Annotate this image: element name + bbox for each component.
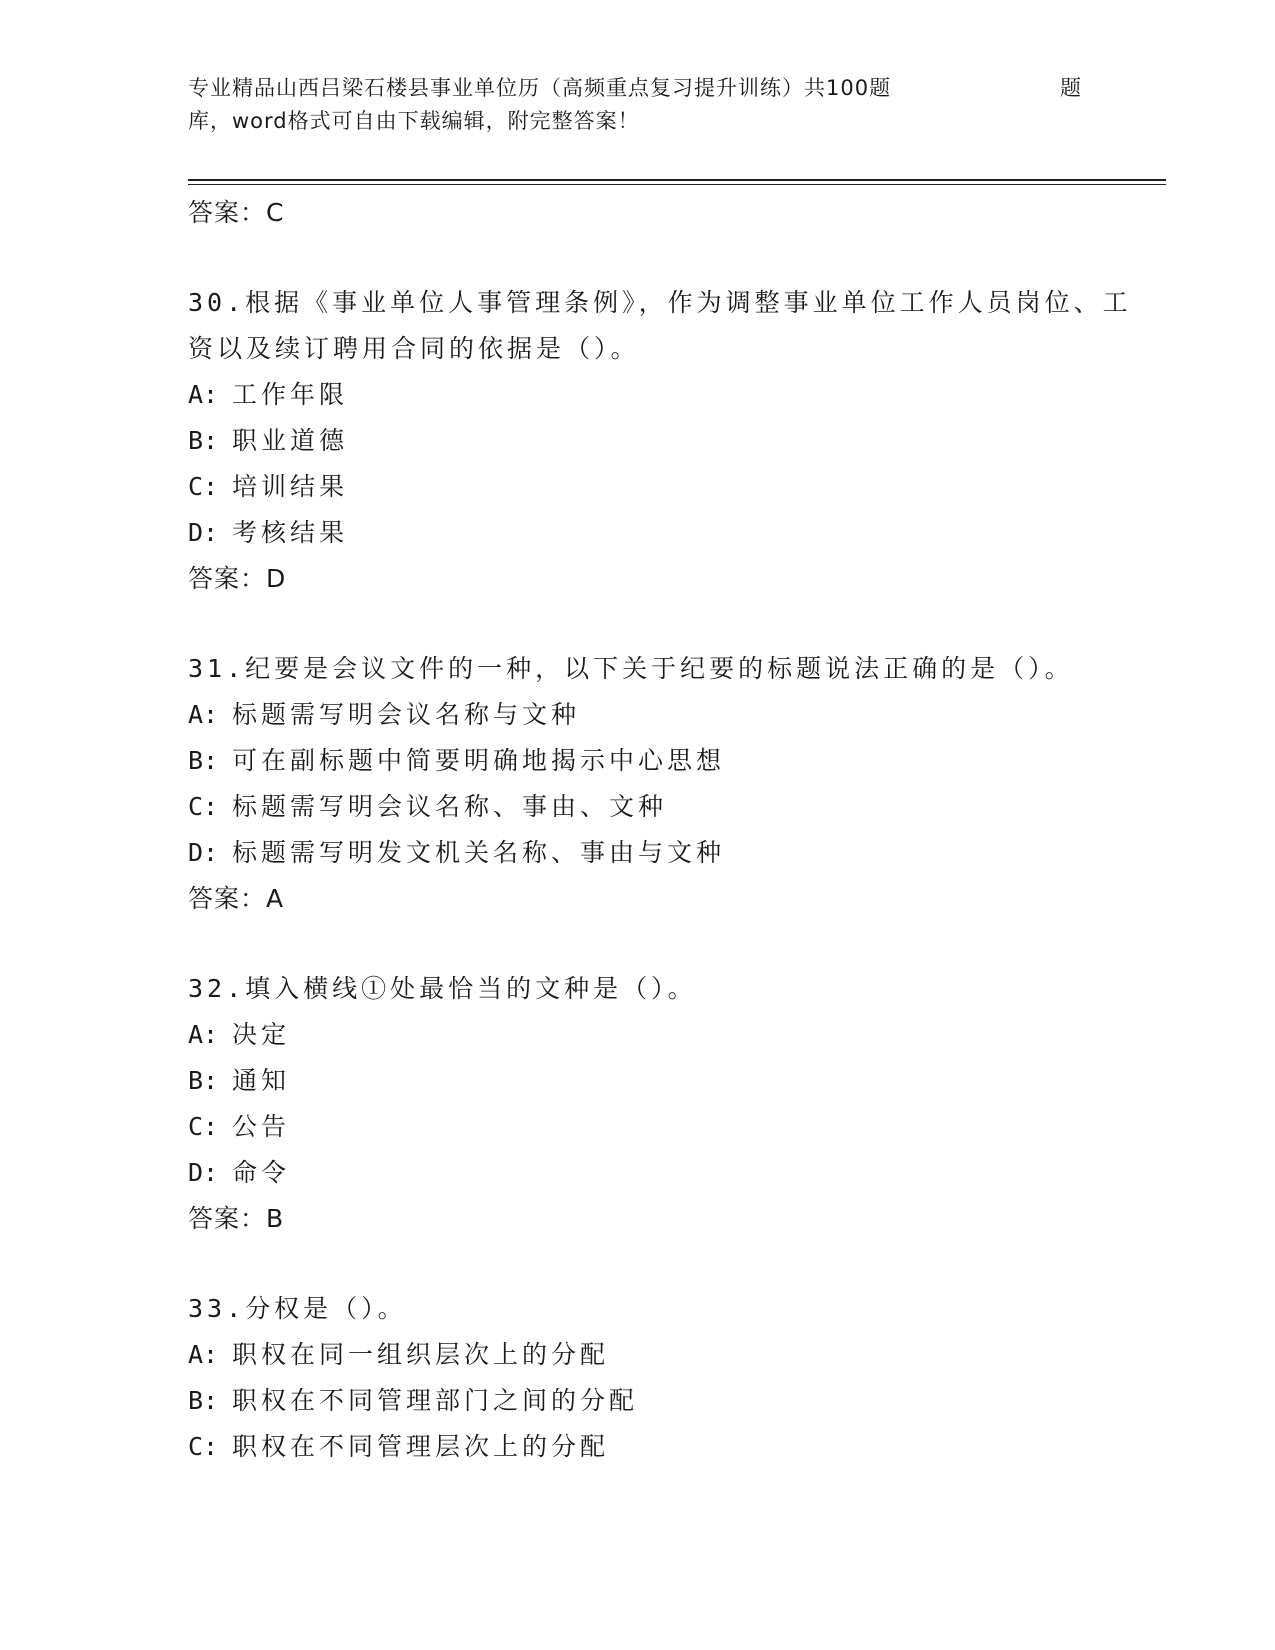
option-letter: A: [188,1340,219,1369]
option-c [188,464,1148,510]
option-d [188,1150,1148,1196]
option-text: 公告 [232,1112,291,1141]
page-header [188,72,1098,138]
option-a [188,372,1148,418]
option-b [188,1378,1148,1424]
question-stem: 30.根据《事业单位人事管理条例》，作为调整事业单位工作人员岗位、工资以及续订聘用合同的依据是（）。 [188,288,1132,363]
option-text: 命令 [232,1158,291,1187]
option-letter: B: [188,746,219,775]
option-text: 标题需写明会议名称、事由、文种 [232,792,668,821]
answer-line: 答案：A [188,884,285,913]
option-letter: B: [188,1386,219,1415]
question-list [188,190,1148,1470]
option-letter: C: [188,1432,219,1461]
header-line-1 [188,72,1098,105]
option-letter: D: [188,518,219,547]
header-rule-thick [188,179,1166,181]
option-letter: A: [188,700,219,729]
question-block [188,646,1148,922]
option-a [188,692,1148,738]
option-b [188,418,1148,464]
spacer [188,236,1148,280]
option-text: 考核结果 [232,518,349,547]
option-letter: D: [188,838,219,867]
spacer [188,602,1148,646]
option-text: 工作年限 [232,380,349,409]
option-letter: A: [188,1020,219,1049]
option-text: 职权在不同管理部门之间的分配 [232,1386,639,1415]
option-letter: B: [188,1066,219,1095]
answer-line: 答案：C [188,198,285,227]
option-text: 标题需写明发文机关名称、事由与文种 [232,838,726,867]
option-text: 培训结果 [232,472,349,501]
option-text: 可在副标题中简要明确地揭示中心思想 [232,746,726,775]
option-b [188,738,1148,784]
question-stem: 32.填入横线①处最恰当的文种是（）。 [188,974,697,1003]
question-block [188,966,1148,1242]
option-letter: C: [188,792,219,821]
option-text: 决定 [232,1020,291,1049]
question-stem: 31.纪要是会议文件的一种，以下关于纪要的标题说法正确的是（）。 [188,654,1074,683]
option-a [188,1012,1148,1058]
option-d [188,830,1148,876]
option-d [188,510,1148,556]
option-letter: D: [188,1158,219,1187]
spacer [188,922,1148,966]
question-block [188,1286,1148,1470]
answer-line: 答案：D [188,564,287,593]
spacer [188,1242,1148,1286]
option-letter: A: [188,380,219,409]
option-c [188,784,1148,830]
header-title-tail: 题 [1060,76,1082,100]
option-c [188,1424,1148,1470]
option-text: 通知 [232,1066,291,1095]
option-letter: B: [188,426,219,455]
option-letter: C: [188,472,219,501]
question-block [188,280,1148,602]
option-b [188,1058,1148,1104]
header-rule-thin [188,184,1166,185]
option-a [188,1332,1148,1378]
option-text: 职权在不同管理层次上的分配 [232,1432,610,1461]
question-stem: 33.分权是（）。 [188,1294,407,1323]
option-text: 标题需写明会议名称与文种 [232,700,581,729]
option-text: 职权在同一组织层次上的分配 [232,1340,610,1369]
option-c [188,1104,1148,1150]
option-letter: C: [188,1112,219,1141]
answer-line: 答案：B [188,1204,285,1233]
header-title: 专业精品山西吕梁石楼县事业单位历（高频重点复习提升训练）共100题 [188,76,892,100]
option-text: 职业道德 [232,426,349,455]
header-line-2: 库，word格式可自由下载编辑，附完整答案！ [188,109,640,133]
